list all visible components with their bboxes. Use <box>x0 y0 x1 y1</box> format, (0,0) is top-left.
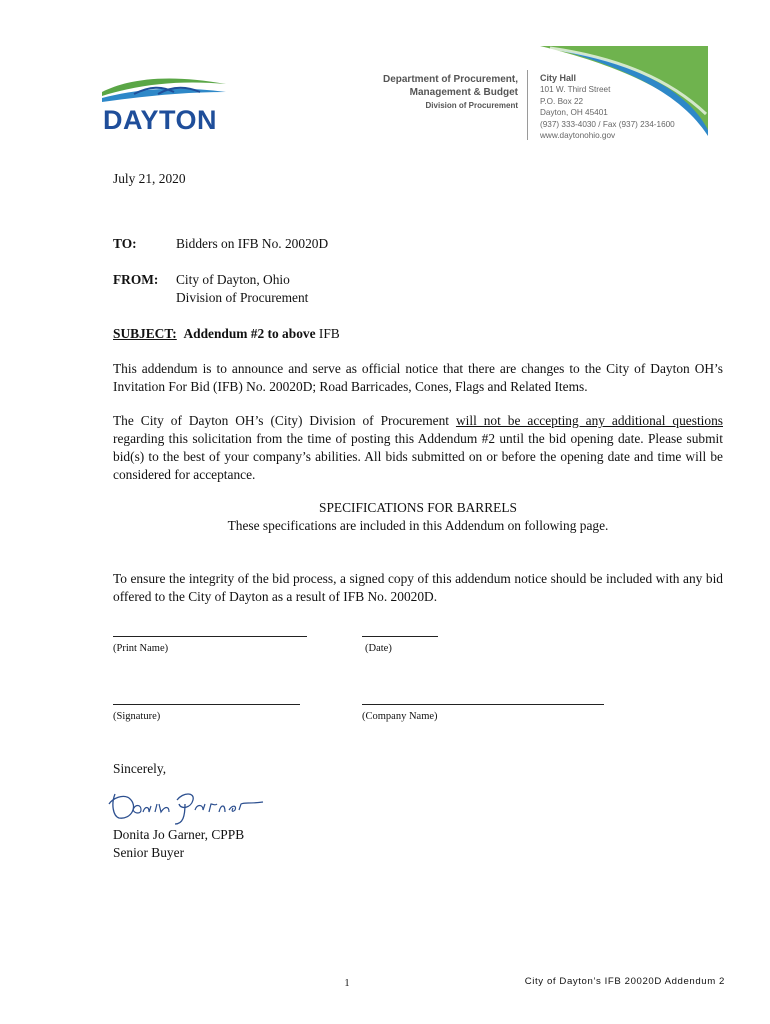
logo-swoosh-icon <box>100 72 232 108</box>
to-value: Bidders on IFB No. 20020D <box>176 236 329 251</box>
date-label: (Date) <box>365 643 392 654</box>
subject-title: Addendum #2 to above <box>183 326 316 341</box>
paragraph-announcement: This addendum is to announce and serve as official notice that there are changes to the City of Dayton OH’s Invitation For Bid (IFB) No. 20020D; Road Barricades, Cones, Flags and Related Items. <box>113 361 723 394</box>
corner-swoosh-icon <box>520 44 710 136</box>
department-block <box>356 73 518 112</box>
para2-underlined: will not be accepting any additional questions <box>455 413 723 428</box>
website: www.daytonohio.gov <box>540 131 616 141</box>
from-label: FROM: <box>113 272 159 287</box>
from-line-2: Division of Procurement <box>176 290 309 305</box>
para2-start: The City of Dayton OH’s (City) Division of Procurement <box>113 413 456 428</box>
from-line-1: City of Dayton, Ohio <box>176 272 290 287</box>
dept-line-1: Department of Procurement, <box>382 74 518 85</box>
page-number: 1 <box>344 978 350 989</box>
para2-end: regarding this solicitation from the time of posting this Addendum #2 until the bid opening date. Please submit bid(s) to the best of your company’s abilities. All bids submitted on or before the opening date and time will be considered for acceptance. <box>113 431 723 482</box>
date-line[interactable] <box>362 636 438 637</box>
signer-title: Senior Buyer <box>113 845 185 860</box>
footer-doc-ref: City of Dayton’s IFB 20020D Addendum 2 <box>524 976 725 987</box>
company-name-line[interactable] <box>362 704 604 705</box>
spec-note: These specifications are included in this Addendum on following page. <box>227 518 609 533</box>
address-line-2: P.O. Box 22 <box>540 96 584 106</box>
letter-date: July 21, 2020 <box>113 171 186 186</box>
signer-block <box>113 826 244 862</box>
spec-title: SPECIFICATIONS FOR BARRELS <box>319 500 517 515</box>
paragraph-integrity: To ensure the integrity of the bid process, a signed copy of this addendum notice should be included with any bid offered to the City of Dayton as a result of IFB No. 20020D. <box>113 571 723 604</box>
subject-tail: IFB <box>318 326 340 341</box>
paragraph-questions <box>113 412 723 484</box>
signer-name: Donita Jo Garner, CPPB <box>113 827 245 842</box>
signature-line[interactable] <box>113 704 300 705</box>
from-value <box>176 271 308 307</box>
logo-wordmark: DAYTON <box>103 105 218 135</box>
city-hall-heading: City Hall <box>540 73 577 83</box>
subject-line <box>113 325 340 343</box>
dayton-logo <box>100 72 232 136</box>
subject-label: SUBJECT: <box>113 326 177 341</box>
address-line-3: Dayton, OH 45401 <box>540 108 608 118</box>
print-name-line[interactable] <box>113 636 307 637</box>
specifications-block <box>113 499 723 535</box>
dept-line-2: Management & Budget <box>409 87 518 98</box>
signature-label: (Signature) <box>113 711 161 722</box>
dept-line-3: Division of Procurement <box>425 101 518 110</box>
closing-salutation: Sincerely, <box>113 761 167 776</box>
phone-fax: (937) 333-4030 / Fax (937) 234-1600 <box>540 119 675 129</box>
handwritten-signature <box>105 782 265 826</box>
address-line-1: 101 W. Third Street <box>540 85 611 95</box>
to-label: TO: <box>113 236 137 251</box>
print-name-label: (Print Name) <box>113 643 169 654</box>
company-name-label: (Company Name) <box>362 711 438 722</box>
